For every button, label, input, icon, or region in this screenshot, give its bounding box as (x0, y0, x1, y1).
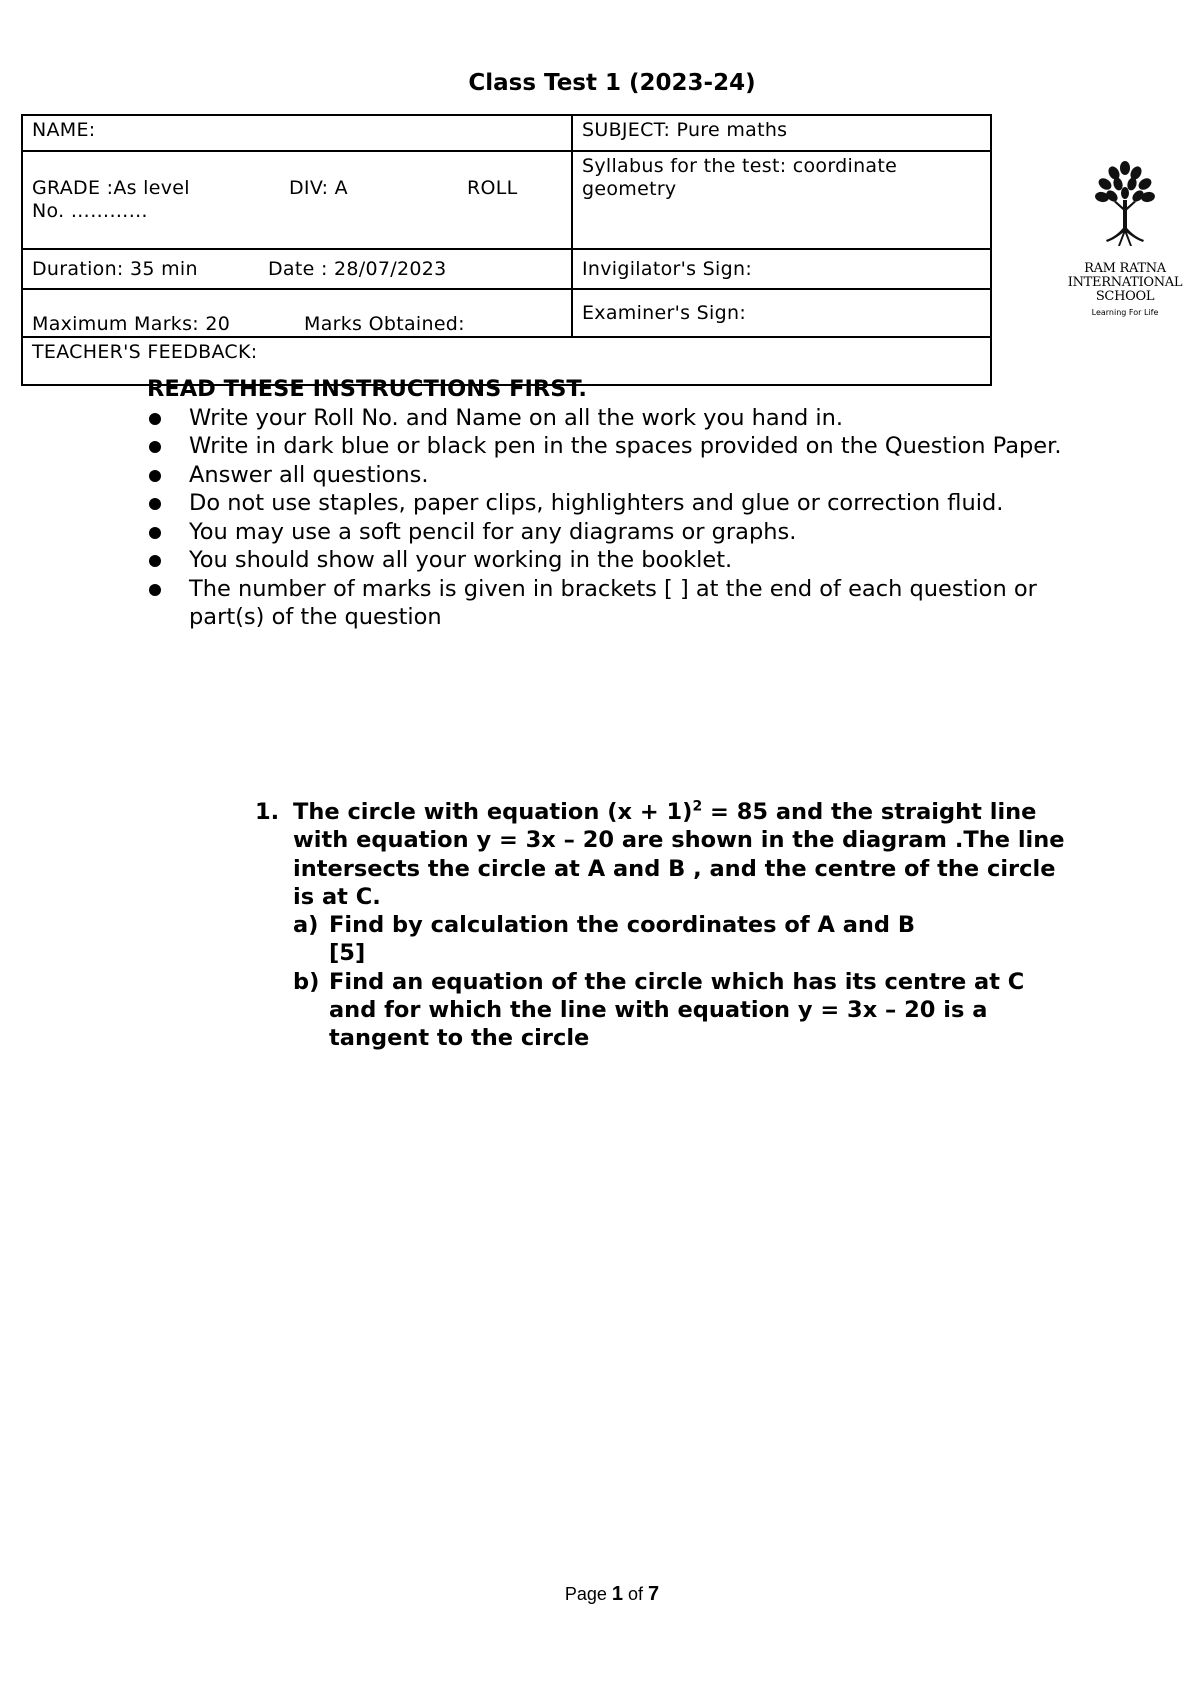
name-field: NAME: (22, 115, 572, 151)
max-marks-field: Maximum Marks: 20 (32, 313, 231, 335)
marks-label: [5] (329, 940, 366, 967)
question-part-a: a) Find by calculation the coordinates of A and B [5] (293, 912, 915, 967)
question-number: 1. (255, 799, 280, 825)
student-info-table (21, 114, 992, 386)
question-1 (255, 798, 1075, 1053)
list-item: Write in dark blue or black pen in the spaces provided on the Question Paper. (147, 432, 1077, 461)
duration-cell (22, 249, 572, 289)
marks-cell (22, 289, 572, 337)
instructions-list (147, 404, 1077, 632)
duration-field: Duration: 35 min (32, 257, 198, 280)
teacher-feedback-field: TEACHER'S FEEDBACK: (22, 337, 991, 385)
bullet-icon (149, 584, 161, 596)
school-logo (1055, 160, 1195, 317)
total-pages: 7 (648, 1583, 660, 1605)
list-item: Answer all questions. (147, 461, 1077, 490)
bullet-icon (149, 527, 161, 539)
bullet-icon (149, 555, 161, 567)
question-part-b: b) Find an equation of the circle which has its centre at C and for which the line with equation y = 3x – 20 is a tangent to the circle (293, 968, 1025, 1052)
roll-field: ROLL (467, 177, 518, 199)
bullet-icon (149, 413, 161, 425)
grade-cell (22, 151, 572, 249)
bullet-icon (149, 470, 161, 482)
examiner-sign-field: Examiner's Sign: (572, 289, 991, 337)
page-footer: Page 1 of 7 (564, 1583, 660, 1605)
syllabus-field: Syllabus for the test: coordinate geometry (572, 151, 991, 249)
list-item: The number of marks is given in brackets [ ] at the end of each question or part(s) of the question (147, 575, 1077, 632)
invigilator-sign-field: Invigilator's Sign: (572, 249, 991, 289)
div-field: DIV: A (289, 177, 348, 199)
bullet-icon (149, 498, 161, 510)
marks-obtained-field: Marks Obtained: (304, 313, 465, 335)
question-stem: The circle with equation $(x + 1)^2 = 85$ and the straight line with equation y = 3x – 20 are shown in the diagram .The line intersects the circle at A and B , and the centre of the circle is at C. (293, 798, 1065, 910)
date-field: Date : 28/07/2023 (268, 257, 447, 280)
roll-number-field: No. ………… (32, 200, 148, 222)
list-item: You should show all your working in the booklet. (147, 546, 1077, 575)
subject-field: SUBJECT: Pure maths (572, 115, 991, 151)
school-tagline: Learning For Life (1091, 308, 1159, 317)
tree-icon (1090, 160, 1160, 256)
current-page: 1 (611, 1583, 623, 1605)
page-title: Class Test 1 (2023-24) (468, 70, 756, 96)
school-name: RAM RATNA INTERNATIONAL SCHOOL (1067, 261, 1183, 304)
question-body (293, 798, 1075, 1053)
instructions-section (147, 375, 1077, 632)
bullet-icon (149, 441, 161, 453)
list-item: Do not use staples, paper clips, highlighters and glue or correction fluid. (147, 489, 1077, 518)
instructions-heading: READ THESE INSTRUCTIONS FIRST. (147, 376, 587, 402)
grade-field: GRADE :As level (32, 177, 190, 199)
list-item: Write your Roll No. and Name on all the work you hand in. (147, 404, 1077, 433)
list-item: You may use a soft pencil for any diagrams or graphs. (147, 518, 1077, 547)
